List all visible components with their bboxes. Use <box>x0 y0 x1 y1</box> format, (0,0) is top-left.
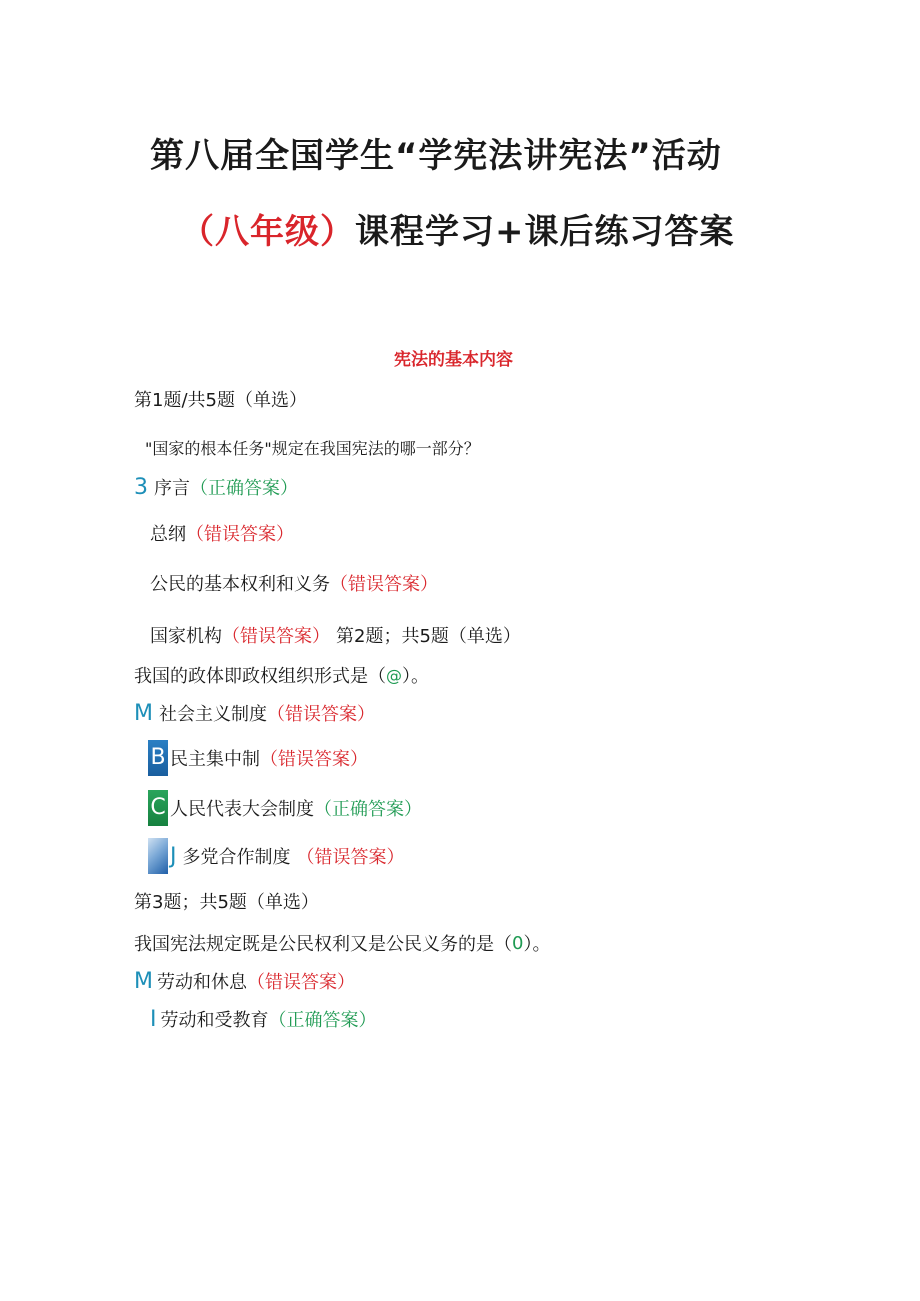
option-text: 多党合作制度 <box>182 847 291 868</box>
option-marker: M <box>134 700 153 726</box>
option-marker: 3 <box>134 474 148 500</box>
q2-text-before: 我国的政体即政权组织形式是（ <box>134 666 386 687</box>
q1-text: "国家的根本任务"规定在我国宪法的哪一部分？ <box>145 439 480 458</box>
q3-text-after: ）。 <box>523 934 551 955</box>
q3-text <box>134 930 550 956</box>
q2-option-d[interactable] <box>148 838 405 874</box>
q2-option-a[interactable] <box>134 700 375 726</box>
option-marker: J <box>170 843 177 869</box>
wrong-answer-tag: （错误答案） <box>296 847 405 868</box>
q2-option-b[interactable] <box>148 740 368 776</box>
title-rest: 课程学习+课后练习答案 <box>355 212 735 252</box>
q2-answer-marker: @ <box>386 665 402 685</box>
option-text: 序言 <box>154 478 190 499</box>
option-badge-d-icon <box>148 838 168 874</box>
option-text: 社会主义制度 <box>158 704 267 725</box>
wrong-answer-tag: （错误答案） <box>246 972 355 993</box>
q3-answer-marker: 0 <box>512 932 524 954</box>
q1-option-c[interactable] <box>150 570 438 596</box>
q3-text-before: 我国宪法规定既是公民权利又是公民义务的是（ <box>134 934 512 955</box>
grade-label: （八年级） <box>180 212 355 252</box>
q2-option-c[interactable] <box>148 790 422 826</box>
correct-answer-tag: （正确答案） <box>314 799 422 820</box>
option-text: 劳动和休息 <box>156 972 247 993</box>
option-marker: I <box>150 1006 157 1032</box>
option-text: 人民代表大会制度 <box>170 799 314 820</box>
option-text: 国家机构 <box>150 626 222 647</box>
q1-option-b[interactable] <box>150 520 294 546</box>
wrong-answer-tag: （错误答案） <box>260 749 368 770</box>
wrong-answer-tag: （错误答案） <box>222 626 330 647</box>
wrong-answer-tag: （错误答案） <box>186 524 294 545</box>
option-text: 劳动和受教育 <box>160 1010 269 1031</box>
q3-option-a[interactable] <box>134 968 355 994</box>
option-badge-b: B <box>148 740 168 776</box>
option-text: 民主集中制 <box>170 749 260 770</box>
doc-title-line2 <box>180 204 735 253</box>
option-marker: M <box>134 968 153 994</box>
doc-title-line1: 第八届全国学生“学宪法讲宪法”活动 <box>150 136 722 176</box>
wrong-answer-tag: （错误答案） <box>266 704 375 725</box>
q2-header: 第2题；共5题（单选） <box>336 626 521 647</box>
q2-text <box>134 662 429 688</box>
q2-text-after: ）。 <box>402 666 429 687</box>
option-text: 总纲 <box>150 524 186 545</box>
q3-option-b[interactable] <box>150 1006 377 1032</box>
correct-answer-tag: （正确答案） <box>268 1010 377 1031</box>
q1-header: 第1题/共5题（单选） <box>134 390 307 411</box>
q1-option-a[interactable] <box>134 474 298 500</box>
wrong-answer-tag: （错误答案） <box>330 574 438 595</box>
q1-option-d[interactable] <box>150 622 521 648</box>
section-title: 宪法的基本内容 <box>394 350 513 370</box>
correct-answer-tag: （正确答案） <box>190 478 298 499</box>
q3-header: 第3题；共5题（单选） <box>134 892 319 913</box>
option-text: 公民的基本权利和义务 <box>150 574 330 595</box>
option-badge-c: C <box>148 790 168 826</box>
